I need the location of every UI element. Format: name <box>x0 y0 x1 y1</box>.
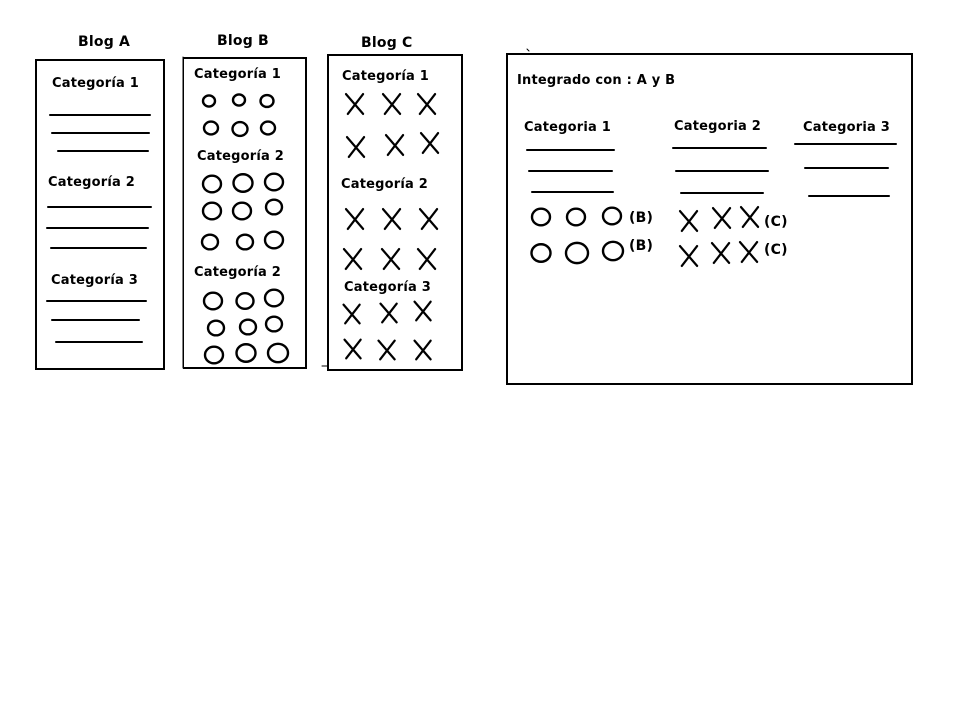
blog-b-circle <box>233 122 248 136</box>
blog-c-cross <box>420 209 437 229</box>
blog-b-circle <box>233 94 245 105</box>
blog-c-cross <box>383 209 400 229</box>
blog-a-category-1: Categoría 1 <box>52 76 139 91</box>
integrated-title: Integrado con : A y B <box>517 73 676 88</box>
blog-c-cross <box>346 209 363 229</box>
blog-a-category-3: Categoría 3 <box>51 273 138 288</box>
blog-b-circle <box>208 321 224 336</box>
blog-b-circle <box>268 344 288 362</box>
blog-b-circle <box>204 122 218 135</box>
blog-b-circle <box>233 203 251 220</box>
blog-c-cross <box>345 340 361 359</box>
blog-b-circle <box>203 176 221 193</box>
blog-b-circle <box>234 174 253 191</box>
blog-b-circle <box>237 293 254 309</box>
blog-b-circle <box>203 95 215 106</box>
tag-c-row-2: (C) <box>764 242 788 258</box>
tag-c-row-1: (C) <box>764 214 788 230</box>
integrated-cross <box>740 242 757 262</box>
integrated-cross <box>680 211 697 231</box>
blog-c-cross <box>381 304 397 323</box>
blog-b-title: Blog B <box>217 33 269 49</box>
integrated-cross <box>680 246 697 266</box>
blog-b-circle <box>266 200 282 215</box>
blog-b-circle <box>265 174 283 191</box>
blog-c-cross <box>383 94 400 114</box>
blog-a-category-2: Categoría 2 <box>48 175 135 190</box>
blog-c-category-3: Categoría 3 <box>344 280 431 295</box>
blog-c-cross <box>347 137 364 157</box>
blog-c-cross <box>415 341 431 360</box>
blog-b-category-1: Categoría 1 <box>194 67 281 82</box>
blog-b-circle <box>266 317 282 332</box>
tag-b-row-1: (B) <box>629 210 654 226</box>
blog-c-cross <box>379 341 395 360</box>
blog-c-cross <box>418 94 435 114</box>
blog-c-cross <box>344 305 360 324</box>
blog-b-circle <box>237 344 256 361</box>
blog-c-cross <box>344 249 361 269</box>
blog-c-category-1: Categoría 1 <box>342 69 429 84</box>
integrated-circle <box>603 208 621 225</box>
integrated-cross <box>713 208 730 228</box>
blog-c-cross <box>418 249 435 269</box>
integrated-circle <box>567 209 585 226</box>
blog-c-cross <box>415 302 431 321</box>
blog-c-category-2: Categoría 2 <box>341 177 428 192</box>
blog-c-cross <box>421 133 438 153</box>
integrated-category-2: Categoria 2 <box>674 119 761 134</box>
tag-b-row-2: (B) <box>629 238 654 254</box>
blog-b-circle <box>265 290 283 307</box>
blog-b-circle <box>205 347 223 364</box>
blog-b-category-2: Categoría 2 <box>197 149 284 164</box>
integrated-circle <box>566 243 588 263</box>
integrated-circle <box>532 244 551 261</box>
stray-mark <box>527 49 529 51</box>
blog-b-circle <box>237 235 253 250</box>
integrated-category-1: Categoria 1 <box>524 120 611 135</box>
integrated-category-3: Categoria 3 <box>803 120 890 135</box>
integrated-cross <box>712 243 729 263</box>
blog-c-cross <box>382 249 399 269</box>
blog-b-circle <box>265 232 283 249</box>
blog-b-circle <box>261 122 275 135</box>
blog-b-category-2b: Categoría 2 <box>194 265 281 280</box>
blog-c-title: Blog C <box>361 35 413 51</box>
integrated-circle <box>603 242 623 260</box>
integrated-circle <box>532 209 550 226</box>
blog-c-cross <box>386 135 403 155</box>
blog-b-circle <box>202 235 218 250</box>
blog-a-title: Blog A <box>78 34 131 50</box>
blog-b-circle <box>204 293 222 310</box>
integrated-cross <box>741 207 758 227</box>
blog-b-circle <box>261 95 274 107</box>
blog-b-circle <box>203 203 221 220</box>
blog-c-cross <box>346 94 363 114</box>
blog-b-circle <box>240 320 256 335</box>
